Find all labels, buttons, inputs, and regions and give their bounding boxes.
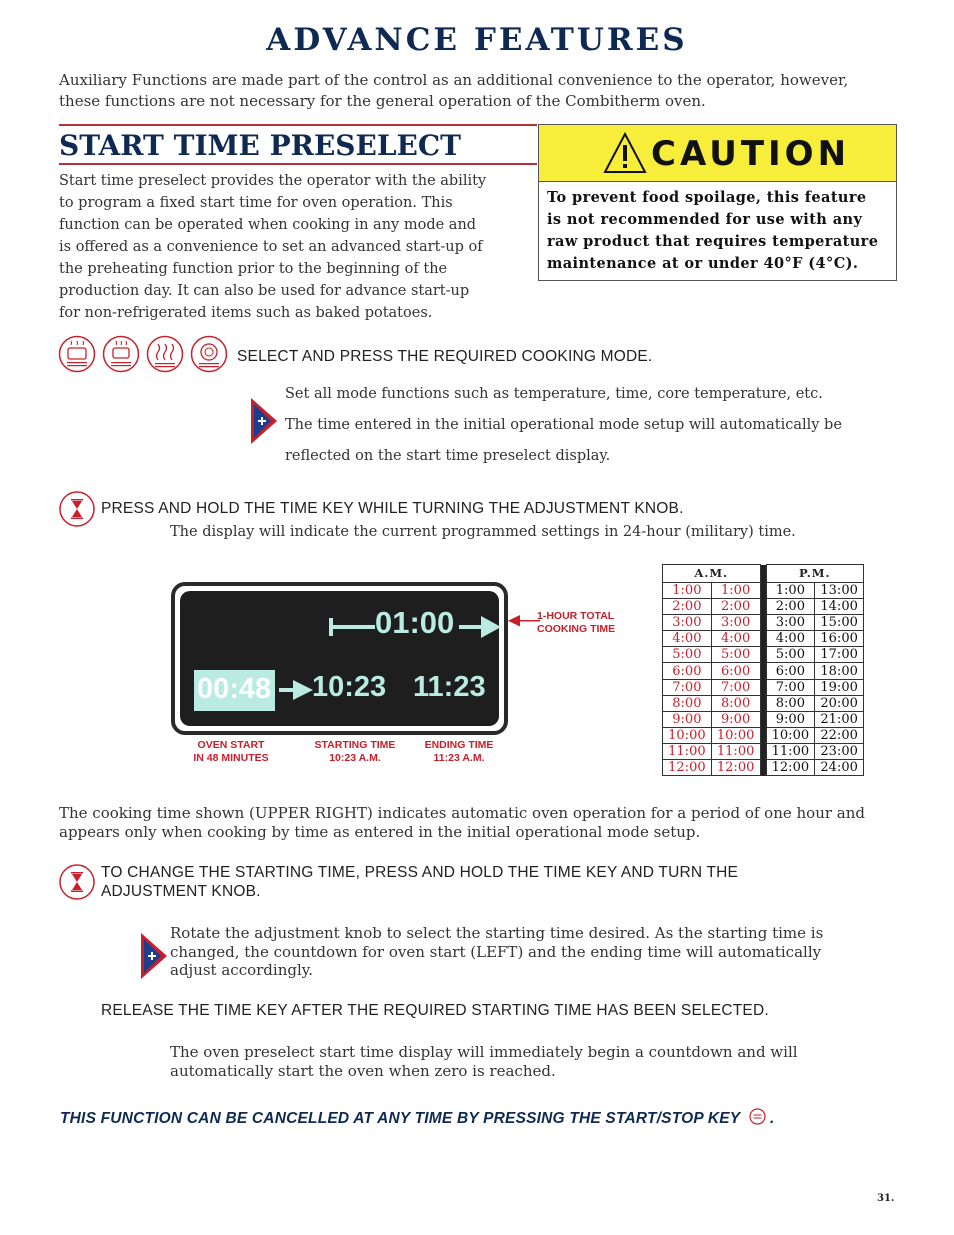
am-time-cell: 6:00 xyxy=(663,663,712,679)
step1-heading: SELECT AND PRESS THE REQUIRED COOKING MODE. xyxy=(237,348,653,365)
pm-time-cell: 10:00 xyxy=(766,727,815,743)
am-time-cell: 6:00 xyxy=(711,663,760,679)
am-time-cell: 7:00 xyxy=(663,679,712,695)
step3-heading-line: TO CHANGE THE STARTING TIME, PRESS AND HOLD THE TIME KEY AND TURN THE xyxy=(101,864,739,881)
caption-starting-time xyxy=(300,739,410,765)
time-conversion-table xyxy=(662,564,864,776)
step4-line: automatically start the oven when zero is reached. xyxy=(170,1062,556,1080)
step3-heading-line: ADJUSTMENT KNOB. xyxy=(101,883,261,900)
caption-oven-start xyxy=(176,739,286,765)
am-time-cell: 12:00 xyxy=(711,760,760,776)
table-row xyxy=(663,727,864,743)
table-row xyxy=(663,647,864,663)
callout-line: 1-HOUR TOTAL xyxy=(537,610,615,622)
caution-text xyxy=(547,187,890,275)
cancel-note-text: THIS FUNCTION CAN BE CANCELLED AT ANY TIME BY PRESSING THE START/STOP KEY xyxy=(60,1110,741,1127)
intro-paragraph: Auxiliary Functions are made part of the control as an additional convenience to the operator, however, these functions are not necessary for the general operation of the Combitherm oven. xyxy=(59,71,849,110)
table-row xyxy=(663,743,864,759)
pm-time-cell: 7:00 xyxy=(766,679,815,695)
convection-mode-icon xyxy=(190,335,228,373)
step3-heading xyxy=(101,863,738,901)
caution-line: To prevent food spoilage, this feature xyxy=(547,189,867,206)
pm-time-cell: 24:00 xyxy=(815,760,864,776)
callout-line: COOKING TIME xyxy=(537,623,616,635)
step4-text xyxy=(170,1043,798,1081)
cooking-time-bar-icon xyxy=(329,616,375,638)
pm-time-cell: 17:00 xyxy=(815,647,864,663)
section-line: function can be operated when cooking in any mode and xyxy=(59,217,477,233)
low-temp-steam-icon xyxy=(102,335,140,373)
pm-time-cell: 19:00 xyxy=(815,679,864,695)
cancel-note xyxy=(60,1108,775,1128)
step3-text xyxy=(170,924,823,980)
step1-line: Set all mode functions such as temperature, time, core temperature, etc. xyxy=(285,386,823,402)
am-time-cell: 10:00 xyxy=(663,727,712,743)
pm-time-cell: 2:00 xyxy=(766,599,815,615)
section-line: to program a fixed start time for oven operation. This xyxy=(59,195,453,211)
section-line: the preheating function prior to the beginning of the xyxy=(59,261,448,277)
callout-arrow-icon xyxy=(508,612,540,632)
table-row xyxy=(663,583,864,599)
caution-line: maintenance at or under 40°F (4°C). xyxy=(547,255,859,272)
section-line: is offered as a convenience to set an advanced start-up of xyxy=(59,239,483,255)
am-time-cell: 8:00 xyxy=(663,695,712,711)
section-line: Start time preselect provides the operator with the ability xyxy=(59,173,487,189)
caution-label: CAUTION xyxy=(651,134,851,174)
caution-box xyxy=(538,124,897,281)
am-time-cell: 2:00 xyxy=(711,599,760,615)
warning-triangle-icon xyxy=(603,131,647,175)
pm-time-cell: 22:00 xyxy=(815,727,864,743)
step3-line: Rotate the adjustment knob to select the starting time desired. As the starting time is xyxy=(170,924,824,942)
start-time-value: 10:23 xyxy=(312,671,387,703)
pm-time-cell: 9:00 xyxy=(766,711,815,727)
step3-line: changed, the countdown for oven start (LEFT) and the ending time will automatically xyxy=(170,942,822,961)
steam-mode-icon xyxy=(58,335,96,373)
am-time-cell: 5:00 xyxy=(711,647,760,663)
pm-time-cell: 12:00 xyxy=(766,760,815,776)
am-time-cell: 3:00 xyxy=(711,615,760,631)
am-time-cell: 3:00 xyxy=(663,615,712,631)
caption-line: STARTING TIME xyxy=(314,739,396,751)
countdown-value: 00:48 xyxy=(197,673,272,705)
pm-time-cell: 23:00 xyxy=(815,743,864,759)
pm-time-cell: 6:00 xyxy=(766,663,815,679)
am-time-cell: 11:00 xyxy=(663,743,712,759)
step1-line: The time entered in the initial operational mode setup will automatically be xyxy=(285,417,842,433)
step2-heading: PRESS AND HOLD THE TIME KEY WHILE TURNING THE ADJUSTMENT KNOB. xyxy=(101,500,684,517)
cancel-note-end: . xyxy=(770,1110,775,1127)
pm-time-cell: 11:00 xyxy=(766,743,815,759)
page-number: 31. xyxy=(877,1193,895,1204)
caption-line: 11:23 A.M. xyxy=(433,752,485,764)
caution-header xyxy=(539,125,896,182)
note-paragraph xyxy=(59,804,865,842)
pm-time-cell: 16:00 xyxy=(815,631,864,647)
note-line: appears only when cooking by time as entered in the initial operational mode setup. xyxy=(59,823,701,841)
end-time-value: 11:23 xyxy=(413,671,486,703)
caption-line: IN 48 MINUTES xyxy=(193,752,269,764)
am-time-cell: 9:00 xyxy=(663,711,712,727)
table-row xyxy=(663,631,864,647)
table-header-am: A.M. xyxy=(663,565,761,583)
table-body xyxy=(663,583,864,776)
table-row xyxy=(663,760,864,776)
am-time-cell: 1:00 xyxy=(711,583,760,599)
pm-time-cell: 14:00 xyxy=(815,599,864,615)
pm-time-cell: 13:00 xyxy=(815,583,864,599)
step1-line: reflected on the start time preselect display. xyxy=(285,448,611,464)
cursor-arrow-icon xyxy=(139,931,169,981)
pm-time-cell: 18:00 xyxy=(815,663,864,679)
step4-heading: RELEASE THE TIME KEY AFTER THE REQUIRED STARTING TIME HAS BEEN SELECTED. xyxy=(101,1002,769,1019)
section-line: for non-refrigerated items such as baked potatoes. xyxy=(59,305,433,321)
table-row xyxy=(663,679,864,695)
am-time-cell: 5:00 xyxy=(663,647,712,663)
time-key-icon xyxy=(59,864,95,900)
combination-mode-icon xyxy=(146,335,184,373)
am-time-cell: 1:00 xyxy=(663,583,712,599)
cooking-time-value: 01:00 xyxy=(375,605,455,640)
pm-time-cell: 3:00 xyxy=(766,615,815,631)
callout-label xyxy=(537,610,615,636)
table-row xyxy=(663,663,864,679)
caption-line: OVEN START xyxy=(197,739,265,751)
start-stop-key-icon xyxy=(749,1108,766,1125)
note-line: The cooking time shown (UPPER RIGHT) indicates automatic oven operation for a period of one hour and xyxy=(59,804,866,822)
section-title: START TIME PRESELECT xyxy=(59,124,537,165)
display-screen xyxy=(180,591,499,726)
am-time-cell: 4:00 xyxy=(663,631,712,647)
am-time-cell: 4:00 xyxy=(711,631,760,647)
table-row xyxy=(663,599,864,615)
step2-text: The display will indicate the current programmed settings in 24-hour (military) time. xyxy=(170,524,796,540)
am-time-cell: 12:00 xyxy=(663,760,712,776)
am-time-cell: 10:00 xyxy=(711,727,760,743)
am-time-cell: 9:00 xyxy=(711,711,760,727)
table-row xyxy=(663,711,864,727)
am-time-cell: 7:00 xyxy=(711,679,760,695)
caption-ending-time xyxy=(404,739,514,765)
step1-text xyxy=(285,379,842,472)
table-row xyxy=(663,615,864,631)
caution-line: is not recommended for use with any xyxy=(547,211,863,228)
am-time-cell: 8:00 xyxy=(711,695,760,711)
am-time-cell: 11:00 xyxy=(711,743,760,759)
pm-time-cell: 4:00 xyxy=(766,631,815,647)
am-time-cell: 2:00 xyxy=(663,599,712,615)
step4-line: The oven preselect start time display will immediately begin a countdown and will xyxy=(170,1043,798,1061)
pm-time-cell: 20:00 xyxy=(815,695,864,711)
time-key-icon xyxy=(59,491,95,527)
table-header-pm: P.M. xyxy=(766,565,864,583)
pm-time-cell: 15:00 xyxy=(815,615,864,631)
step3-line: adjust accordingly. xyxy=(170,961,314,979)
pm-time-cell: 8:00 xyxy=(766,695,815,711)
oven-display xyxy=(171,582,508,735)
caution-line: raw product that requires temperature xyxy=(547,233,879,250)
pm-time-cell: 5:00 xyxy=(766,647,815,663)
start-arrow-icon xyxy=(279,679,315,701)
section-body xyxy=(59,170,514,324)
pm-time-cell: 1:00 xyxy=(766,583,815,599)
section-line: production day. It can also be used for advance start-up xyxy=(59,283,470,299)
page-title: ADVANCE FEATURES xyxy=(266,22,688,58)
right-arrow-icon xyxy=(459,615,503,639)
caption-line: 10:23 A.M. xyxy=(329,752,381,764)
caption-line: ENDING TIME xyxy=(424,739,494,751)
cursor-arrow-icon xyxy=(249,396,279,446)
pm-time-cell: 21:00 xyxy=(815,711,864,727)
table-row xyxy=(663,695,864,711)
